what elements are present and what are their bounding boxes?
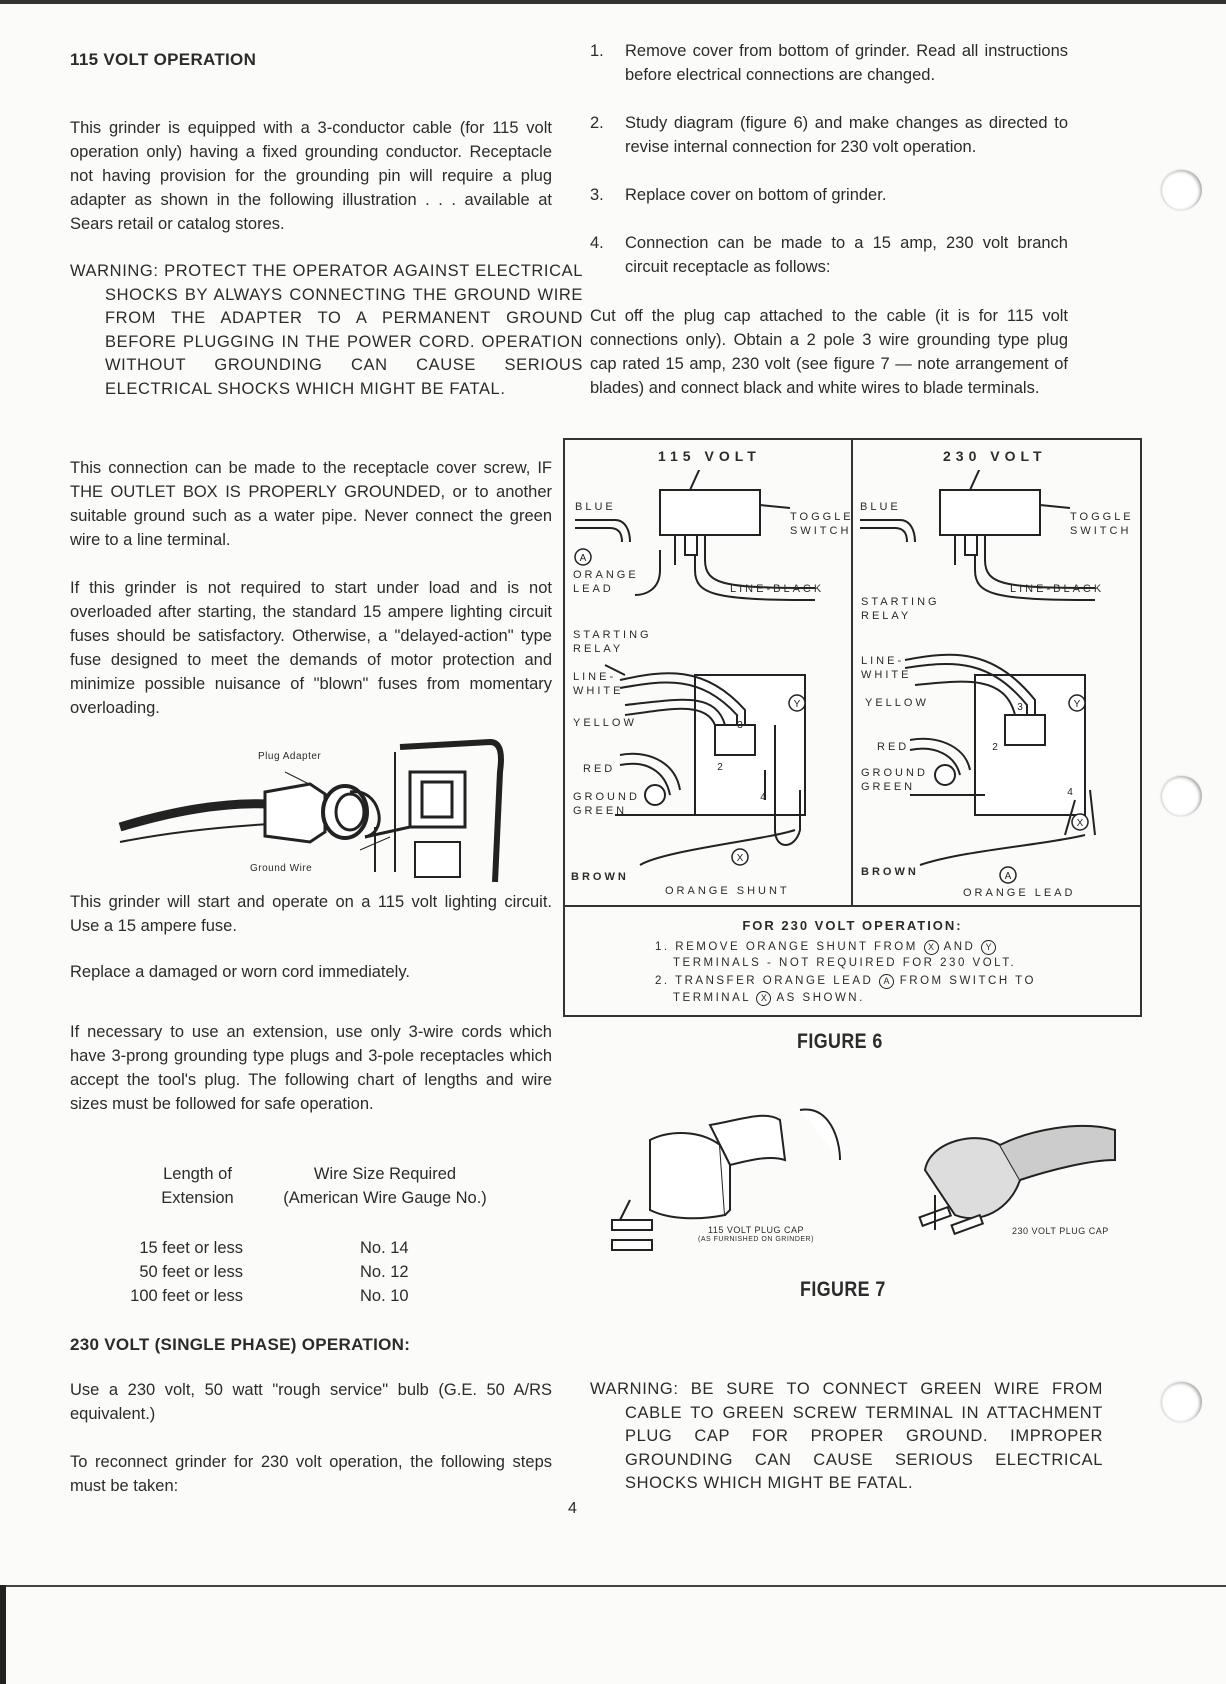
label-switch-230: SWITCH <box>1070 525 1132 537</box>
heading-115-volt: 115 VOLT OPERATION <box>70 50 257 69</box>
label-orange: ORANGE <box>573 569 639 581</box>
label-a-right: A <box>1004 871 1012 882</box>
label-x-right: X <box>1076 818 1084 829</box>
note-2-line-2 <box>673 991 865 1006</box>
note-1-y-circle: Y <box>981 940 996 955</box>
label-a-left: A <box>579 553 587 564</box>
label-line: LINE- <box>573 671 617 683</box>
table-cell: No. 12 <box>360 1263 409 1281</box>
punch-hole-2 <box>1162 776 1202 816</box>
terminal-2-left: 2 <box>717 762 723 773</box>
label-switch: SWITCH <box>790 525 852 537</box>
label-ground: GROUND <box>573 791 640 803</box>
plug-230-label: 230 VOLT PLUG CAP <box>1012 1226 1109 1236</box>
paragraph-fuses: If this grinder is not required to start under load and is not overloaded after starting, the standard 15 ampere lighting circuit fuses should be satisfactory. Otherwise, a "delayed-action" type fuse designed to meet the demands of motor protection and minimize possible nuisance of "blown" fuses from momentary overloading. <box>70 579 552 717</box>
step-number: 1. <box>590 42 604 60</box>
label-orange-lead-230: ORANGE LEAD <box>963 887 1076 899</box>
table-header-wire-line2: (American Wire Gauge No.) <box>283 1189 487 1207</box>
figure-7-plug-caps <box>600 1100 1120 1260</box>
step-text: Remove cover from bottom of grinder. Read all instructions before electrical connections are changed. <box>625 42 1068 84</box>
table-header-length-line2: Extension <box>161 1189 234 1207</box>
label-relay-230: RELAY <box>861 610 912 622</box>
table-lengths <box>110 1236 243 1308</box>
label-starting-230: STARTING <box>861 596 940 608</box>
notes-title: FOR 230 VOLT OPERATION: <box>742 918 963 933</box>
paragraph-replace-cord: Replace a damaged or worn cord immediately. <box>70 963 410 981</box>
figure-6-wiring-diagram <box>563 438 1142 1017</box>
left-edge-bar <box>0 1585 6 1684</box>
label-x-left: X <box>736 853 744 864</box>
terminal-4-left: 4 <box>760 792 766 803</box>
note-2-text-d: AS SHOWN. <box>776 992 865 1004</box>
label-relay: RELAY <box>573 643 624 655</box>
label-green: GREEN <box>573 805 628 817</box>
note-2-x-circle: X <box>756 991 771 1006</box>
label-red-230: RED <box>877 741 910 753</box>
label-starting: STARTING <box>573 629 652 641</box>
label-yellow: YELLOW <box>573 717 637 729</box>
note-2-text-c: TERMINAL <box>673 992 751 1004</box>
label-orange-shunt: ORANGE SHUNT <box>665 885 790 897</box>
figure-divider-horizontal <box>565 905 1140 907</box>
paragraph-connection: This connection can be made to the receptacle cover screw, IF THE OUTLET BOX IS PROPERLY GROUNDED, or to another suitable ground such as a water pipe. Never connect the green wire to a line terminal. <box>70 459 552 549</box>
label-red: RED <box>583 763 616 775</box>
warning-green-wire: WARNING: BE SURE TO CONNECT GREEN WIRE FROM CABLE TO GREEN SCREW TERMINAL IN ATTACHMENT PLUG CAP FOR PROPER GROUND. IMPROPER GROUNDING CAN CAUSE SERIOUS ELECTRICAL SHOCKS WHICH MIGHT BE FATAL. <box>590 1380 1103 1492</box>
step-number: 4. <box>590 234 604 252</box>
table-header-length-line1: Length of <box>163 1165 232 1183</box>
table-cell: No. 14 <box>360 1239 409 1257</box>
terminal-3-left: 3 <box>737 720 743 731</box>
terminal-3-right: 3 <box>1017 702 1023 713</box>
label-toggle: TOGGLE <box>790 511 854 523</box>
table-header-length <box>155 1162 240 1210</box>
label-line-black: LINE-BLACK <box>730 583 825 595</box>
table-header-wire-line1: Wire Size Required <box>313 1165 457 1183</box>
note-1-x-circle: X <box>924 940 939 955</box>
table-header-wire-size <box>275 1162 495 1210</box>
note-1-line-1 <box>655 940 996 955</box>
punch-hole-1 <box>1162 170 1202 210</box>
bottom-border <box>0 1585 1226 1587</box>
paragraph-cable: This grinder is equipped with a 3-conductor cable (for 115 volt operation only) having a fixed grounding conductor. Receptacle not having provision for the grounding pin will require a plug adapter as shown in the following illustration . . . available at Sears retail or catalog stores. <box>70 119 552 233</box>
label-white: WHITE <box>573 685 624 697</box>
label-blue: BLUE <box>575 501 616 513</box>
label-line-230: LINE- <box>861 655 905 667</box>
label-white-230: WHITE <box>861 669 912 681</box>
paragraph-reconnect: To reconnect grinder for 230 volt operation, the following steps must be taken: <box>70 1453 552 1495</box>
label-yellow-230: YELLOW <box>865 697 929 709</box>
note-2-text-b: FROM SWITCH TO <box>899 975 1036 987</box>
punch-hole-3 <box>1162 1382 1202 1422</box>
terminal-2-right: 2 <box>992 742 998 753</box>
label-green-230: GREEN <box>861 781 916 793</box>
label-toggle-230: TOGGLE <box>1070 511 1134 523</box>
paragraph-extension: If necessary to use an extension, use only 3-wire cords which have 3-prong grounding type plugs and 3-pole receptacles which accept the tool's plug. The following chart of lengths and wire sizes must be followed for safe operation. <box>70 1023 552 1113</box>
warning-adapter: WARNING: PROTECT THE OPERATOR AGAINST ELECTRICAL SHOCKS BY ALWAYS CONNECTING THE GROUND WIRE FROM THE ADAPTER TO A PERMANENT GROUND BEFORE PLUGGING IN THE POWER CORD. OPERATION WITHOUT GROUNDING CAN CAUSE SERIOUS ELECTRICAL SHOCKS WHICH MIGHT BE FATAL. <box>70 262 583 398</box>
note-1-text-b: AND <box>943 941 976 953</box>
paragraph-115-lighting: This grinder will start and operate on a 115 volt lighting circuit. Use a 15 ampere fuse. <box>70 893 552 935</box>
wiring-drawing <box>565 470 1140 900</box>
label-brown-230: BROWN <box>861 866 919 878</box>
plug-115-label: 115 VOLT PLUG CAP <box>708 1225 805 1235</box>
label-brown: BROWN <box>571 871 629 883</box>
top-border <box>0 0 1226 4</box>
step-text: Replace cover on bottom of grinder. <box>625 186 887 204</box>
terminal-4-right: 4 <box>1067 787 1073 798</box>
label-y-left: Y <box>793 699 801 710</box>
page-number: 4 <box>568 1500 577 1517</box>
figure-7-caption: FIGURE 7 <box>800 1278 886 1301</box>
table-row: 15 feet or less <box>139 1239 243 1257</box>
table-sizes <box>360 1236 440 1308</box>
header-230-volt: 230 VOLT <box>943 448 1047 464</box>
header-115-volt: 115 VOLT <box>658 448 761 464</box>
paragraph-plug-cap: Cut off the plug cap attached to the cable (it is for 115 volt connections only). Obtain a 2 pole 3 wire grounding type plug cap rated 15 amp, 230 volt (see figure 7 — note arrangement of blades) and connect black and white wires to blade terminals. <box>590 307 1068 397</box>
step-text: Connection can be made to a 15 amp, 230 volt branch circuit receptacle as follows: <box>625 234 1068 276</box>
note-2-line-1 <box>655 974 1036 989</box>
table-cell: No. 10 <box>360 1287 409 1305</box>
plug-115-sublabel: (AS FURNISHED ON GRINDER) <box>698 1236 814 1243</box>
paragraph-bulb: Use a 230 volt, 50 watt "rough service" bulb (G.E. 50 A/RS equivalent.) <box>70 1381 552 1423</box>
heading-230-volt: 230 VOLT (SINGLE PHASE) OPERATION: <box>70 1335 411 1354</box>
label-y-right: Y <box>1073 699 1081 710</box>
step-number: 3. <box>590 186 604 204</box>
step-text: Study diagram (figure 6) and make changes as directed to revise internal connection for 230 volt operation. <box>625 114 1068 156</box>
label-blue-230: BLUE <box>860 501 901 513</box>
step-number: 2. <box>590 114 604 132</box>
figure-6-caption: FIGURE 6 <box>797 1030 883 1053</box>
note-2-text-a: 2. TRANSFER ORANGE LEAD <box>655 975 874 987</box>
note-2-a-circle: A <box>879 974 894 989</box>
label-line-black-230: LINE-BLACK <box>1010 583 1105 595</box>
table-row: 50 feet or less <box>139 1263 243 1281</box>
table-row: 100 feet or less <box>130 1287 243 1305</box>
note-1-line-2: TERMINALS - NOT REQUIRED FOR 230 VOLT. <box>673 957 1017 969</box>
plug-adapter-label: Plug Adapter <box>258 751 322 762</box>
label-ground-230: GROUND <box>861 767 928 779</box>
ground-wire-label: Ground Wire <box>250 863 313 874</box>
label-lead: LEAD <box>573 583 614 595</box>
note-1-text-a: 1. REMOVE ORANGE SHUNT FROM <box>655 941 918 953</box>
